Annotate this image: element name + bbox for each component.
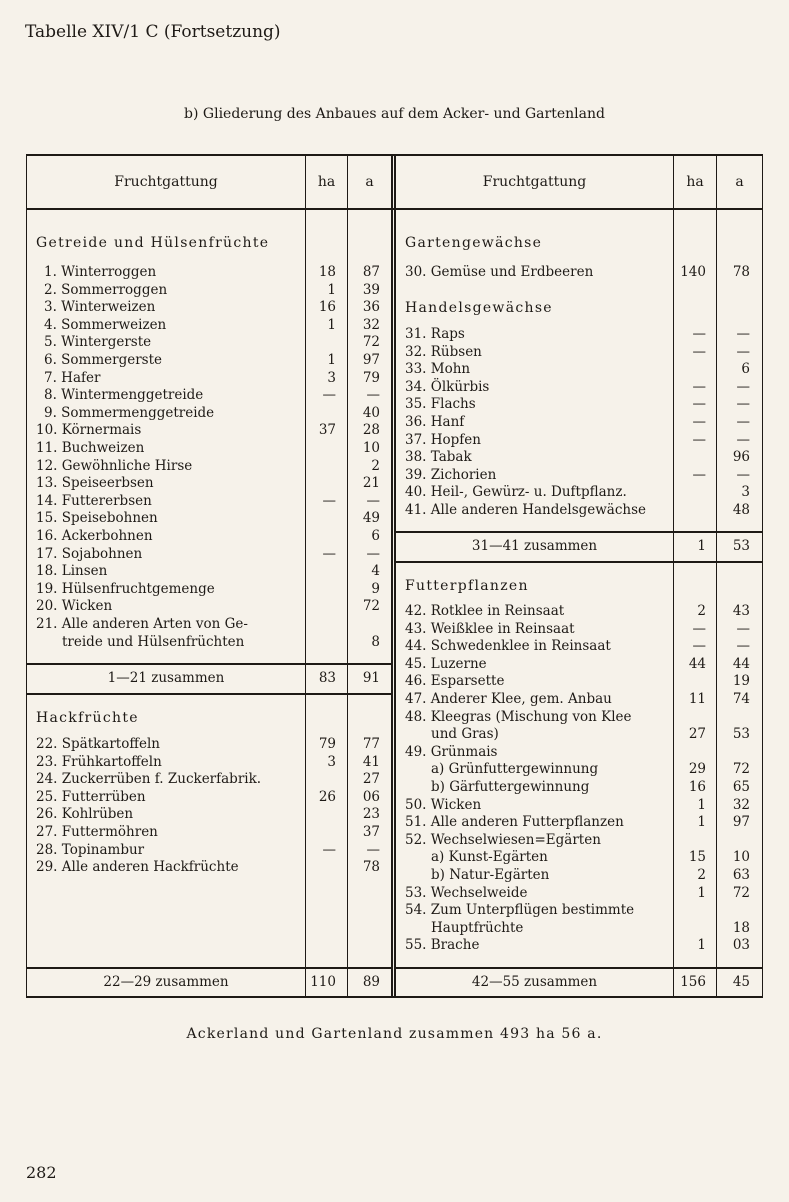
- row-label: 55. Brache: [405, 937, 480, 954]
- row-label: a) Grünfuttergewinnung: [431, 761, 599, 778]
- row-a-value: 97: [732, 814, 750, 831]
- row-a-value: 41: [362, 753, 380, 770]
- total-label-commercial: 31—41 zusammen: [471, 538, 598, 554]
- row-ha-value: —: [692, 396, 706, 413]
- total-ha-fodder: 156: [680, 974, 706, 990]
- row-ha-value: —: [322, 492, 336, 509]
- row-label: 37. Hopfen: [405, 431, 481, 448]
- center-double-rule-b: [394, 154, 396, 998]
- row-a-value: 6: [741, 361, 750, 378]
- section-title-commercial: Handelsgewächse: [405, 300, 553, 316]
- row-a-value: 6: [371, 528, 380, 544]
- row-ha-value: 2: [697, 867, 706, 883]
- row-label: 48. Kleegras (Mischung von Klee: [405, 708, 632, 725]
- row-ha-value: 1: [697, 884, 706, 901]
- row-label: 27. Futtermöhren: [36, 824, 158, 840]
- row-a-value: 8: [371, 633, 380, 650]
- row-a-value: 53: [732, 726, 750, 743]
- row-label: und Gras): [431, 726, 499, 743]
- row-a-value: 72: [732, 884, 750, 901]
- row-ha-value: —: [322, 841, 336, 858]
- row-a-value: 23: [362, 806, 380, 823]
- row-label: 11. Buchweizen: [36, 440, 145, 456]
- row-ha-value: 1: [697, 796, 706, 813]
- row-a-value: 63: [732, 867, 750, 883]
- row-a-value: 9: [371, 580, 380, 597]
- header-crop-type-right: Fruchtgattung: [482, 174, 587, 190]
- row-label: 12. Gewöhnliche Hirse: [36, 457, 193, 474]
- row-ha-value: —: [692, 343, 706, 360]
- row-label: 1. Winterroggen: [44, 264, 157, 280]
- row-a-value: 21: [362, 475, 380, 492]
- row-a-value: 32: [732, 796, 750, 813]
- row-a-value: 10: [732, 849, 750, 866]
- row-label: 16. Ackerbohnen: [36, 528, 153, 544]
- row-a-value: 97: [362, 352, 380, 368]
- row-a-value: 39: [362, 281, 380, 298]
- row-ha-value: 16: [688, 779, 706, 795]
- total-a-fodder: 45: [732, 974, 750, 990]
- row-label: 34. Ölkürbis: [405, 378, 490, 395]
- row-label: 3. Winterweizen: [44, 299, 156, 316]
- row-label: 25. Futterrüben: [36, 788, 146, 805]
- row-label: 5. Wintergerste: [44, 334, 152, 351]
- row-label: 49. Grünmais: [405, 743, 498, 760]
- row-label: 54. Zum Unterpflügen bestimmte: [405, 902, 635, 919]
- left-border: [26, 154, 27, 998]
- row-a-value: 74: [732, 691, 750, 707]
- row-ha-value: 3: [327, 753, 336, 770]
- row-a-value: —: [366, 492, 380, 509]
- row-label: 6. Sommergerste: [44, 352, 163, 368]
- row-ha-value: 16: [318, 299, 336, 316]
- row-a-value: 72: [362, 598, 380, 615]
- row-ha-value: —: [692, 466, 706, 483]
- row-ha-value: 3: [327, 369, 336, 386]
- left-ha-divider: [305, 154, 306, 998]
- row-ha-value: 15: [688, 849, 706, 866]
- row-label: 47. Anderer Klee, gem. Anbau: [405, 691, 612, 707]
- row-a-value: —: [736, 431, 750, 448]
- row-label: 18. Linsen: [36, 563, 108, 580]
- row-ha-value: —: [692, 378, 706, 395]
- page-title: Tabelle XIV/1 C (Fortsetzung): [25, 22, 281, 42]
- row-a-value: 06: [362, 788, 380, 805]
- row-a-value: 96: [732, 449, 750, 466]
- row-ha-value: 11: [688, 691, 706, 707]
- row-a-value: 32: [362, 316, 380, 333]
- row-label: 29. Alle anderen Hackfrüchte: [36, 859, 239, 876]
- row-label: 2. Sommerroggen: [44, 281, 168, 298]
- row-label: 36. Hanf: [405, 414, 465, 430]
- row-label: b) Gärfuttergewinnung: [431, 779, 590, 795]
- center-double-rule-a: [391, 154, 393, 998]
- row-label: 32. Rübsen: [405, 343, 482, 360]
- row-a-value: 49: [362, 510, 380, 527]
- row-a-value: 18: [732, 919, 750, 936]
- row-label: 23. Frühkartoffeln: [36, 753, 162, 770]
- row-a-value: 79: [362, 369, 380, 386]
- row-a-value: 77: [362, 736, 380, 752]
- right-ha-divider: [673, 154, 674, 998]
- header-ha-left: ha: [317, 174, 336, 190]
- row-a-value: 4: [371, 563, 380, 580]
- row-a-value: —: [366, 841, 380, 858]
- row-a-value: —: [736, 414, 750, 430]
- row-a-value: 87: [362, 264, 380, 280]
- left-total1-top-rule: [26, 663, 391, 665]
- row-label: 22. Spätkartoffeln: [36, 736, 160, 752]
- section-title-garden: Gartengewächse: [405, 235, 543, 251]
- row-label: 17. Sojabohnen: [36, 545, 143, 562]
- row-ha-value: 18: [318, 264, 336, 280]
- right-a-divider: [716, 154, 717, 998]
- row-label: 21. Alle anderen Arten von Ge-: [36, 616, 248, 632]
- row-label: b) Natur-Egärten: [431, 867, 550, 883]
- left-a-divider: [347, 154, 348, 998]
- row-label: 38. Tabak: [405, 449, 472, 466]
- row-ha-value: —: [692, 414, 706, 430]
- total-label-fodder: 42—55 zusammen: [471, 974, 598, 990]
- row-ha-value: —: [692, 638, 706, 655]
- row-label: 42. Rotklee in Reinsaat: [405, 603, 565, 619]
- row-a-value: —: [736, 396, 750, 413]
- left-total2-top-rule: [26, 967, 391, 969]
- total-a-commercial: 53: [732, 538, 750, 554]
- row-a-value: 27: [362, 771, 380, 788]
- row-a-value: 72: [732, 761, 750, 778]
- row-a-value: 19: [732, 673, 750, 690]
- row-a-value: 48: [732, 502, 750, 518]
- header-crop-type-left: Fruchtgattung: [114, 174, 218, 190]
- header-a-right: a: [735, 174, 744, 190]
- row-a-value: —: [366, 387, 380, 404]
- row-label: 13. Speiseerbsen: [36, 475, 154, 492]
- row-label: 8. Wintermenggetreide: [44, 387, 204, 404]
- row-label: 24. Zuckerrüben f. Zuckerfabrik.: [36, 771, 262, 788]
- row-a-value: 78: [362, 859, 380, 876]
- total-ha-grain: 83: [318, 670, 336, 686]
- total-ha-commercial: 1: [697, 538, 706, 554]
- right-border: [762, 154, 763, 998]
- row-ha-value: 2: [697, 603, 706, 619]
- section-title-fodder: Futterpflanzen: [405, 578, 529, 594]
- row-label: 51. Alle anderen Futterpflanzen: [405, 814, 624, 831]
- row-a-value: 43: [732, 603, 750, 619]
- section-title-grain: Getreide und Hülsenfrüchte: [36, 235, 270, 251]
- row-ha-value: 26: [318, 788, 336, 805]
- row-label: 40. Heil-, Gewürz- u. Duftpflanz.: [405, 484, 627, 501]
- row-a-value: 03: [732, 937, 750, 954]
- row-ha-value: 1: [327, 316, 336, 333]
- row-label: 35. Flachs: [405, 396, 476, 413]
- right-total2-top-rule: [395, 967, 763, 969]
- row-label: 45. Luzerne: [405, 655, 487, 672]
- row-label: Hauptfrüchte: [431, 919, 524, 936]
- page-number: 282: [26, 1163, 57, 1182]
- row-label: 30. Gemüse und Erdbeeren: [405, 264, 594, 280]
- row-ha-value: —: [322, 387, 336, 404]
- row-label: 41. Alle anderen Handelsgewächse: [405, 502, 647, 518]
- row-a-value: —: [736, 466, 750, 483]
- row-label: 28. Topinambur: [36, 841, 145, 858]
- row-a-value: —: [736, 378, 750, 395]
- row-ha-value: 1: [327, 352, 336, 368]
- row-label: 33. Mohn: [405, 361, 471, 378]
- row-a-value: 40: [362, 404, 380, 421]
- total-a-root-crops: 89: [362, 974, 380, 990]
- row-label: 26. Kohlrüben: [36, 806, 134, 823]
- row-label: 46. Esparsette: [405, 673, 505, 690]
- row-label: 15. Speisebohnen: [36, 510, 158, 527]
- row-label: 52. Wechselwiesen=Egärten: [405, 831, 601, 848]
- row-ha-value: 37: [318, 422, 336, 439]
- row-label: 20. Wicken: [36, 598, 113, 615]
- total-label-root-crops: 22—29 zusammen: [103, 974, 229, 990]
- total-label-grain: 1—21 zusammen: [107, 670, 225, 686]
- left-total1-bottom-rule: [26, 693, 391, 695]
- row-label: 39. Zichorien: [405, 466, 497, 483]
- section-title-root-crops: Hackfrüchte: [36, 710, 139, 726]
- row-a-value: 28: [362, 422, 380, 439]
- row-label: 9. Sommermenggetreide: [44, 404, 215, 421]
- row-label: a) Kunst-Egärten: [431, 849, 548, 866]
- row-a-value: 72: [362, 334, 380, 351]
- row-a-value: —: [366, 545, 380, 562]
- row-a-value: 65: [732, 779, 750, 795]
- row-a-value: 36: [362, 299, 380, 316]
- row-ha-value: 44: [688, 655, 706, 672]
- row-a-value: —: [736, 343, 750, 360]
- row-a-value: —: [736, 326, 750, 342]
- row-ha-value: 1: [697, 814, 706, 831]
- row-label: 4. Sommerweizen: [44, 316, 167, 333]
- row-label: treide und Hülsenfrüchten: [62, 633, 245, 650]
- row-ha-value: —: [692, 326, 706, 342]
- table-subtitle: b) Gliederung des Anbaues auf dem Acker- und Gartenland: [184, 106, 605, 122]
- right-total1-top-rule: [395, 531, 763, 533]
- row-a-value: 37: [362, 824, 380, 840]
- total-ha-root-crops: 110: [310, 974, 336, 990]
- row-ha-value: —: [322, 545, 336, 562]
- row-label: 14. Futtererbsen: [36, 492, 152, 509]
- total-a-grain: 91: [362, 670, 380, 686]
- row-ha-value: —: [692, 620, 706, 637]
- row-ha-value: 1: [327, 281, 336, 298]
- row-label: 7. Hafer: [44, 369, 101, 386]
- row-label: 50. Wicken: [405, 796, 482, 813]
- grand-total-line: Ackerland und Gartenland zusammen 493 ha 56 a.: [186, 1026, 603, 1042]
- row-ha-value: 29: [688, 761, 706, 778]
- row-ha-value: 1: [697, 937, 706, 954]
- header-a-left: a: [365, 174, 374, 190]
- row-label: 31. Raps: [405, 326, 465, 342]
- row-a-value: 3: [741, 484, 750, 501]
- row-ha-value: 27: [688, 726, 706, 743]
- row-label: 44. Schwedenklee in Reinsaat: [405, 638, 611, 655]
- row-a-value: 2: [371, 457, 380, 474]
- header-ha-right: ha: [686, 174, 704, 190]
- row-ha-value: 140: [680, 264, 706, 280]
- right-total1-bottom-rule: [395, 561, 763, 563]
- row-label: 10. Körnermais: [36, 422, 142, 439]
- row-ha-value: —: [692, 431, 706, 448]
- row-label: 43. Weißklee in Reinsaat: [405, 620, 575, 637]
- row-a-value: —: [736, 638, 750, 655]
- row-label: 19. Hülsenfruchtgemenge: [36, 580, 215, 597]
- row-a-value: 44: [732, 655, 750, 672]
- row-a-value: —: [736, 620, 750, 637]
- row-label: 53. Wechselweide: [405, 884, 528, 901]
- row-a-value: 78: [732, 264, 750, 280]
- row-ha-value: 79: [318, 736, 336, 752]
- row-a-value: 10: [362, 440, 380, 456]
